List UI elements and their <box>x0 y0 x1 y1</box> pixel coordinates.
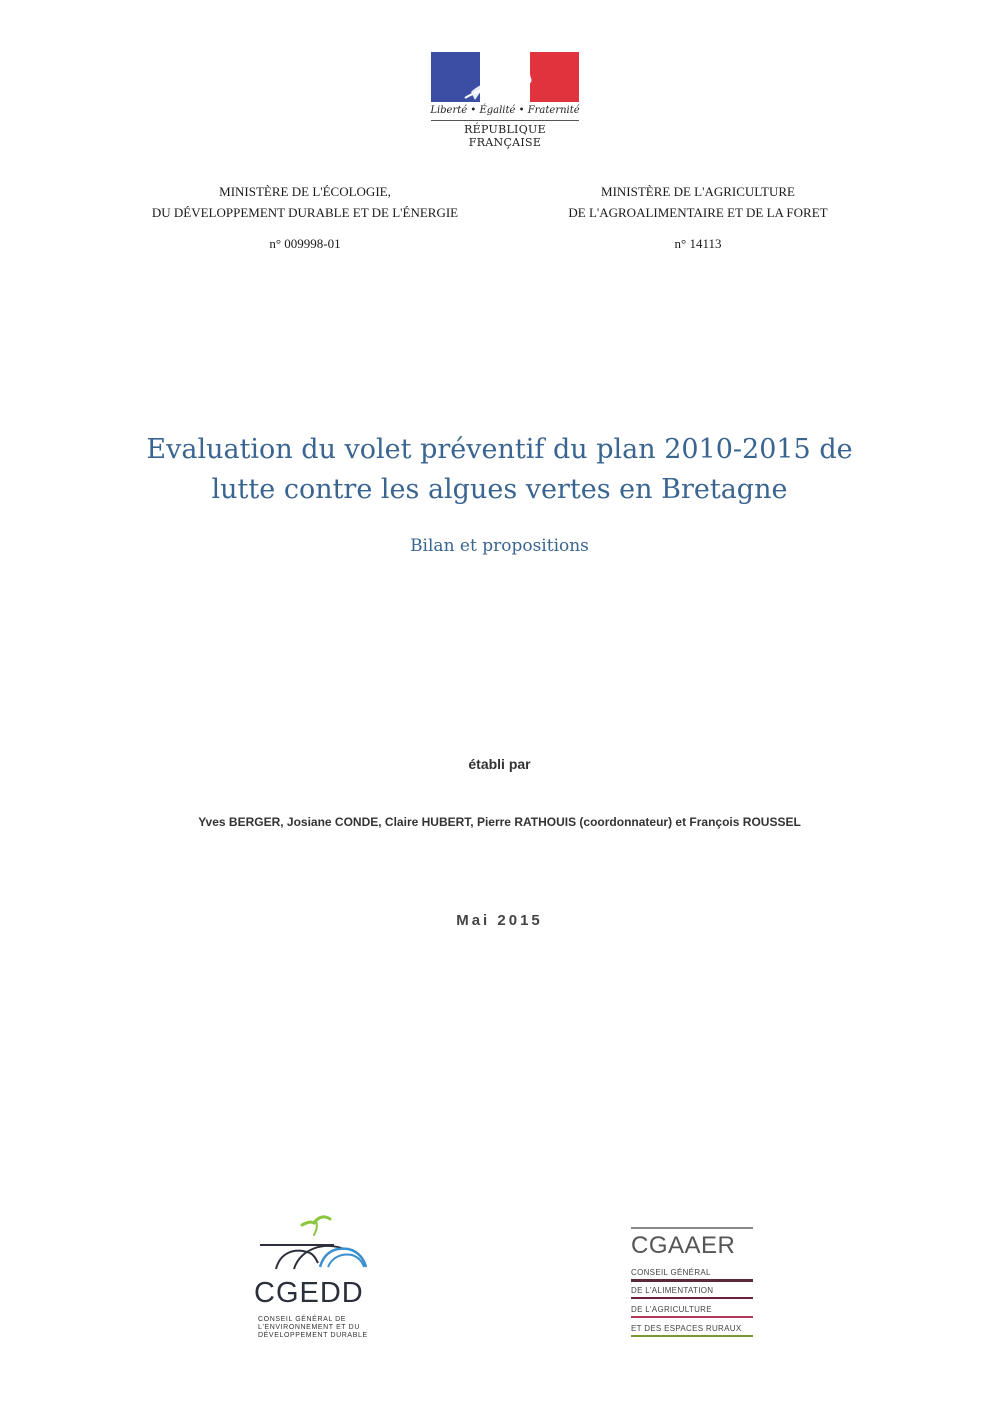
ministry-ecology-number: n° 009998-01 <box>269 236 341 251</box>
cgaaer-line-4: ET DES ESPACES RURAUX <box>631 1324 753 1337</box>
authors-list: Yves BERGER, Josiane CONDE, Claire HUBERT, Pierre RATHOUIS (coordonnateur) et François ROUSSEL <box>198 815 801 829</box>
cgedd-logo <box>254 1213 379 1348</box>
cgedd-bridge-icon <box>254 1213 379 1277</box>
cgaaer-line-3: DE L'AGRICULTURE <box>631 1305 753 1318</box>
republique-francaise-logo <box>429 50 581 149</box>
document-subtitle: Bilan et propositions <box>410 536 589 556</box>
publication-date: Mai 2015 <box>456 912 543 929</box>
cgaaer-line-1: CONSEIL GÉNÉRAL <box>631 1268 753 1282</box>
republique-francaise-label: RÉPUBLIQUE FRANÇAISE <box>464 123 546 149</box>
ministry-agriculture <box>528 181 868 254</box>
title-line-2: lutte contre les algues vertes en Bretagne <box>211 474 788 505</box>
cgaaer-acronym: CGAAER <box>631 1232 736 1259</box>
ministry-agriculture-line1: MINISTÈRE DE L'AGRICULTURE <box>601 184 795 199</box>
ministry-agriculture-number: n° 14113 <box>674 236 722 251</box>
motto: Liberté • Égalité • Fraternité <box>430 105 580 116</box>
ministry-ecology <box>105 181 505 254</box>
cgedd-acronym: CGEDD <box>254 1277 364 1309</box>
document-title <box>100 430 899 510</box>
ministry-ecology-line1: MINISTÈRE DE L'ÉCOLOGIE, <box>219 184 391 199</box>
ministry-agriculture-line2: DE L'AGROALIMENTAIRE ET DE LA FORET <box>568 205 828 220</box>
ministry-ecology-line2: DU DÉVELOPPEMENT DURABLE ET DE L'ÉNERGIE <box>151 205 459 220</box>
cgaaer-logo <box>629 1226 759 1344</box>
cgaaer-line-2: DE L'ALIMENTATION <box>631 1286 753 1299</box>
cgedd-fullname: CONSEIL GÉNÉRAL DE L'ENVIRONNEMENT ET DU DÉVELOPPEMENT DURABLE <box>258 1316 368 1339</box>
title-line-1: Evaluation du volet préventif du plan 2010-2015 de <box>146 434 853 465</box>
established-by-label: établi par <box>468 756 531 772</box>
marianne-profile-icon <box>431 52 579 102</box>
